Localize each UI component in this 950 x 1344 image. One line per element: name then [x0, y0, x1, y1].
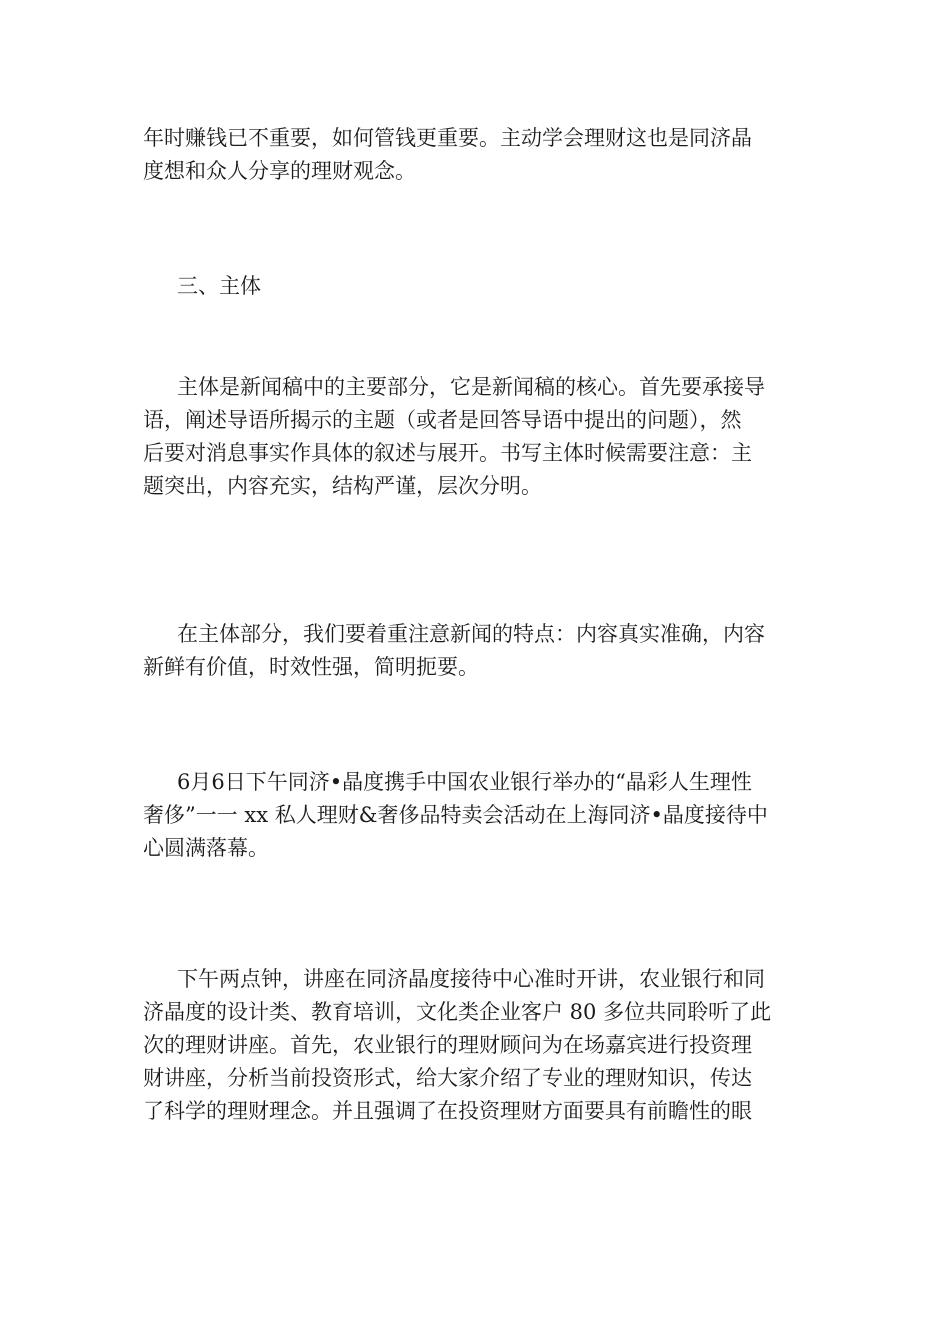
text-line: 语，阐述导语所揭示的主题（或者是回答导语中提出的问题），然 [143, 408, 742, 432]
text-line: 题突出，内容充实，结构严谨，层次分明。 [143, 474, 542, 498]
paragraph-continuation [143, 122, 813, 188]
text-line: 年时赚钱已不重要，如何管钱更重要。主动学会理财这也是同济晶 [143, 126, 752, 150]
text-line: 财讲座，分析当前投资形式，给大家介绍了专业的理财知识，传达 [143, 1066, 752, 1090]
section-heading [143, 270, 813, 303]
text-line: 主体是新闻稿中的主要部分，它是新闻稿的核心。首先要承接导 [177, 375, 765, 399]
text-line: 了科学的理财理念。并且强调了在投资理财方面要具有前瞻性的眼 [143, 1099, 752, 1123]
paragraph-lecture [143, 963, 813, 1128]
text-line: 度想和众人分享的理财观念。 [143, 159, 416, 183]
text-line: 下午两点钟，讲座在同济晶度接待中心准时开讲，农业银行和同 [177, 967, 765, 991]
text-line: 心圆满落幕。 [143, 836, 269, 860]
text-line: 济晶度的设计类、教育培训，文化类企业客户 80 多位共同聆听了此 [143, 1000, 772, 1024]
text-line: 后要对消息事实作具体的叙述与展开。书写主体时候需要注意：主 [143, 441, 752, 465]
text-line: 6月6日下午同济•晶度携手中国农业银行举办的“晶彩人生理性 [177, 770, 752, 794]
text-line: 次的理财讲座。首先，农业银行的理财顾问为在场嘉宾进行投资理 [143, 1033, 752, 1057]
text-line: 新鲜有价值，时效性强，简明扼要。 [143, 655, 479, 679]
paragraph-body-intro [143, 371, 813, 503]
text-line: 奢侈”一一 xx 私人理财&奢侈品特卖会活动在上海同济•晶度接待中 [143, 803, 768, 827]
text-line: 在主体部分，我们要着重注意新闻的特点：内容真实准确，内容 [177, 622, 765, 646]
paragraph-news-features [143, 618, 813, 684]
heading-text: 三、主体 [177, 274, 261, 298]
paragraph-event [143, 766, 813, 865]
